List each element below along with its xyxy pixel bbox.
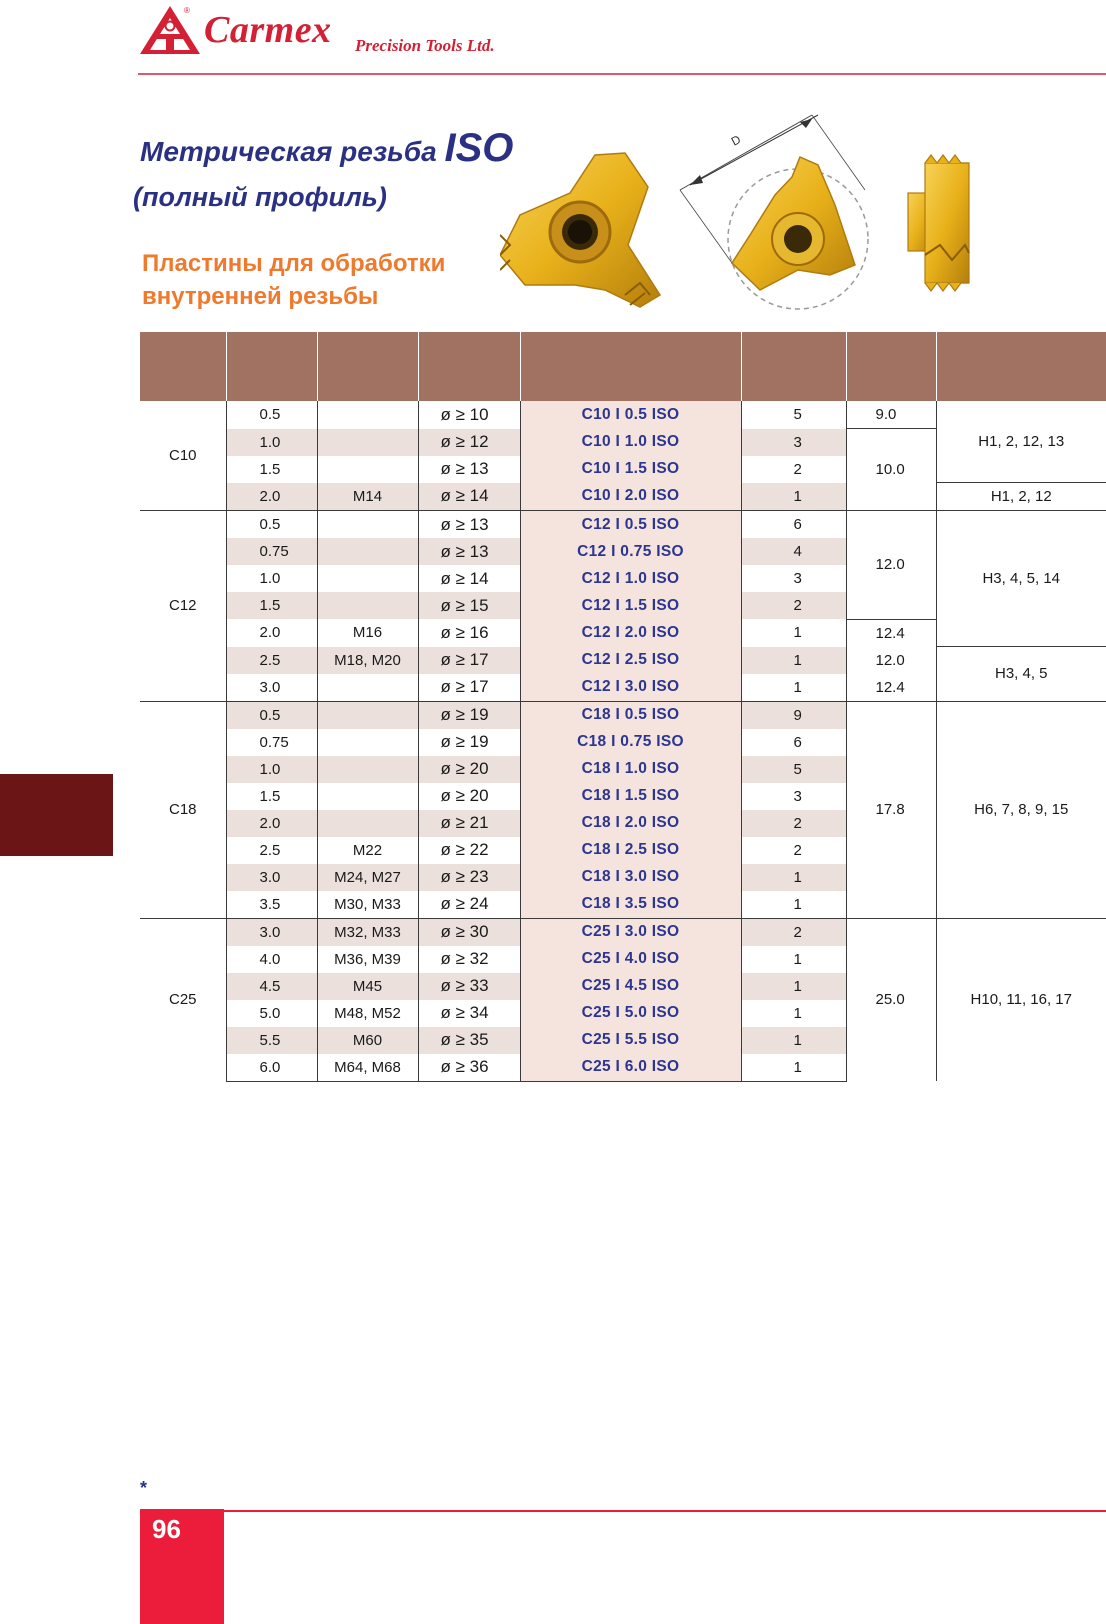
thread-cell [317,565,418,592]
brand-subtitle: Precision Tools Ltd. [355,36,495,55]
page-title-text: Метрическая резьба [140,136,445,167]
diameter-cell: ø ≥ 19 [418,729,520,756]
diameter-cell: ø ≥ 34 [418,1000,520,1027]
pitch-cell: 2.0 [226,810,317,837]
code-cell: C12 I 0.75 ISO [520,538,741,565]
size-cell: C12 [140,511,226,702]
pitch-cell: 0.75 [226,729,317,756]
table-row [140,647,1106,674]
teeth-cell: 2 [741,456,846,483]
d-cell: 9.0 [846,401,936,429]
pitch-cell: 0.5 [226,701,317,729]
pitch-cell: 2.0 [226,483,317,511]
table-row [140,401,1106,429]
header-cell-holder [936,332,1106,401]
insert-illustrations [500,95,1020,320]
header-cell-thread [317,332,418,401]
teeth-cell: 1 [741,619,846,647]
teeth-cell: 1 [741,674,846,702]
table-row [140,918,1106,946]
pitch-cell: 2.5 [226,647,317,674]
code-cell: C12 I 0.5 ISO [520,511,741,539]
page-title-line2: (полный профиль) [133,182,387,212]
teeth-cell: 1 [741,946,846,973]
diameter-cell: ø ≥ 17 [418,674,520,702]
pitch-cell: 3.5 [226,891,317,919]
thread-cell [317,429,418,456]
code-cell: C12 I 1.0 ISO [520,565,741,592]
page-title [140,126,513,171]
insert-sideview-icon [908,155,969,291]
insert-topview-icon [680,115,868,309]
size-cell: C18 [140,701,226,918]
subtitle-line2: внутренней резьбы [142,283,379,310]
section-side-tab [0,774,113,856]
footer-divider [224,1510,1106,1512]
thread-cell [317,729,418,756]
holder-cell: H1, 2, 12, 13 [936,401,1106,483]
teeth-cell: 3 [741,565,846,592]
header-cell-code [520,332,741,401]
diameter-cell: ø ≥ 13 [418,538,520,565]
teeth-cell: 2 [741,837,846,864]
teeth-cell: 1 [741,647,846,674]
pitch-cell: 0.5 [226,401,317,429]
diameter-cell: ø ≥ 20 [418,756,520,783]
diameter-cell: ø ≥ 33 [418,973,520,1000]
pitch-cell: 1.5 [226,783,317,810]
diameter-cell: ø ≥ 22 [418,837,520,864]
carmex-logo [138,4,498,64]
thread-cell [317,538,418,565]
holder-cell: H6, 7, 8, 9, 15 [936,701,1106,918]
pitch-cell: 6.0 [226,1054,317,1082]
code-cell: C18 I 3.0 ISO [520,864,741,891]
thread-cell: M45 [317,973,418,1000]
code-cell: C18 I 3.5 ISO [520,891,741,919]
thread-cell: M18, M20 [317,647,418,674]
teeth-cell: 1 [741,891,846,919]
diameter-cell: ø ≥ 21 [418,810,520,837]
thread-cell [317,756,418,783]
diameter-cell: ø ≥ 36 [418,1054,520,1082]
pitch-cell: 1.0 [226,429,317,456]
holder-cell: H3, 4, 5 [936,647,1106,702]
code-cell: C10 I 0.5 ISO [520,401,741,429]
thread-cell [317,701,418,729]
teeth-cell: 6 [741,511,846,539]
d-cell: 10.0 [846,429,936,511]
thread-cell: M60 [317,1027,418,1054]
header-cell-teeth [741,332,846,401]
thread-cell: M48, M52 [317,1000,418,1027]
header-divider [138,73,1106,75]
table-row [140,511,1106,539]
table-header-row [140,332,1106,401]
code-cell: C18 I 2.0 ISO [520,810,741,837]
thread-cell: M14 [317,483,418,511]
table-row [140,483,1106,511]
teeth-cell: 1 [741,864,846,891]
teeth-cell: 3 [741,783,846,810]
thread-cell: M36, M39 [317,946,418,973]
d-cell: 12.0 [846,647,936,674]
code-cell: C12 I 3.0 ISO [520,674,741,702]
diameter-cell: ø ≥ 20 [418,783,520,810]
code-cell: C10 I 2.0 ISO [520,483,741,511]
d-cell: 25.0 [846,918,936,1081]
diameter-cell: ø ≥ 14 [418,483,520,511]
teeth-cell: 6 [741,729,846,756]
thread-cell [317,592,418,619]
thread-cell: M30, M33 [317,891,418,919]
teeth-cell: 3 [741,429,846,456]
teeth-cell: 2 [741,918,846,946]
code-cell: C25 I 5.5 ISO [520,1027,741,1054]
d-cell: 12.4 [846,619,936,647]
header-cell-d [846,332,936,401]
pitch-cell: 2.5 [226,837,317,864]
pitch-cell: 1.5 [226,456,317,483]
insert-3d-icon [500,153,660,307]
code-cell: C10 I 1.0 ISO [520,429,741,456]
insert-spec-table [140,332,1106,1082]
thread-cell: M32, M33 [317,918,418,946]
thread-cell [317,783,418,810]
d-cell: 12.0 [846,511,936,620]
code-cell: C18 I 0.5 ISO [520,701,741,729]
diameter-cell: ø ≥ 32 [418,946,520,973]
diameter-cell: ø ≥ 23 [418,864,520,891]
pitch-cell: 3.0 [226,918,317,946]
teeth-cell: 1 [741,483,846,511]
code-cell: C25 I 4.5 ISO [520,973,741,1000]
diameter-cell: ø ≥ 30 [418,918,520,946]
header-cell-size [140,332,226,401]
teeth-cell: 1 [741,1027,846,1054]
diameter-cell: ø ≥ 17 [418,647,520,674]
holder-cell: H1, 2, 12 [936,483,1106,511]
pitch-cell: 1.0 [226,565,317,592]
pitch-cell: 3.0 [226,864,317,891]
page-title-emphasis: ISO [444,126,514,170]
holder-cell: H10, 11, 16, 17 [936,918,1106,1081]
brand-name: Carmex [204,9,332,51]
pitch-cell: 1.5 [226,592,317,619]
pitch-cell: 4.5 [226,973,317,1000]
diameter-cell: ø ≥ 12 [418,429,520,456]
teeth-cell: 5 [741,756,846,783]
pitch-cell: 0.5 [226,511,317,539]
teeth-cell: 5 [741,401,846,429]
diameter-cell: ø ≥ 16 [418,619,520,647]
pitch-cell: 3.0 [226,674,317,702]
code-cell: C25 I 6.0 ISO [520,1054,741,1082]
size-cell: C25 [140,918,226,1081]
pitch-cell: 2.0 [226,619,317,647]
d-cell: 17.8 [846,701,936,918]
thread-cell: M64, M68 [317,1054,418,1082]
subtitle-line1: Пластины для обработки [142,250,446,277]
thread-cell [317,456,418,483]
thread-cell [317,674,418,702]
thread-cell [317,810,418,837]
code-cell: C25 I 4.0 ISO [520,946,741,973]
header-cell-pitch [226,332,317,401]
thread-cell: M22 [317,837,418,864]
svg-text:D: D [728,132,744,149]
code-cell: C18 I 1.0 ISO [520,756,741,783]
thread-cell [317,401,418,429]
pitch-cell: 1.0 [226,756,317,783]
diameter-cell: ø ≥ 15 [418,592,520,619]
code-cell: C10 I 1.5 ISO [520,456,741,483]
code-cell: C12 I 1.5 ISO [520,592,741,619]
section-subtitle [142,247,445,313]
pitch-cell: 4.0 [226,946,317,973]
teeth-cell: 4 [741,538,846,565]
code-cell: C25 I 3.0 ISO [520,918,741,946]
thread-cell: M24, M27 [317,864,418,891]
thread-cell: M16 [317,619,418,647]
teeth-cell: 1 [741,1054,846,1082]
diameter-cell: ø ≥ 24 [418,891,520,919]
code-cell: C12 I 2.5 ISO [520,647,741,674]
diameter-cell: ø ≥ 13 [418,456,520,483]
code-cell: C18 I 2.5 ISO [520,837,741,864]
pitch-cell: 5.5 [226,1027,317,1054]
holder-cell: H3, 4, 5, 14 [936,511,1106,647]
teeth-cell: 2 [741,810,846,837]
header-cell-min-diameter [418,332,520,401]
thread-cell [317,511,418,539]
svg-text:®: ® [184,6,190,15]
diameter-cell: ø ≥ 14 [418,565,520,592]
teeth-cell: 1 [741,973,846,1000]
pitch-cell: 0.75 [226,538,317,565]
teeth-cell: 1 [741,1000,846,1027]
teeth-cell: 9 [741,701,846,729]
code-cell: C25 I 5.0 ISO [520,1000,741,1027]
teeth-cell: 2 [741,592,846,619]
size-cell: C10 [168,447,197,464]
code-cell: C12 I 2.0 ISO [520,619,741,647]
d-cell: 12.4 [846,674,936,702]
page-number: 96 [152,1514,181,1544]
footnote-mark: * [140,1478,148,1498]
diameter-cell: ø ≥ 10 [418,401,520,429]
code-cell: C18 I 0.75 ISO [520,729,741,756]
diameter-cell: ø ≥ 35 [418,1027,520,1054]
table-row [140,701,1106,729]
pitch-cell: 5.0 [226,1000,317,1027]
diameter-cell: ø ≥ 19 [418,701,520,729]
diameter-cell: ø ≥ 13 [418,511,520,539]
code-cell: C18 I 1.5 ISO [520,783,741,810]
carmex-emblem-icon [138,4,202,56]
